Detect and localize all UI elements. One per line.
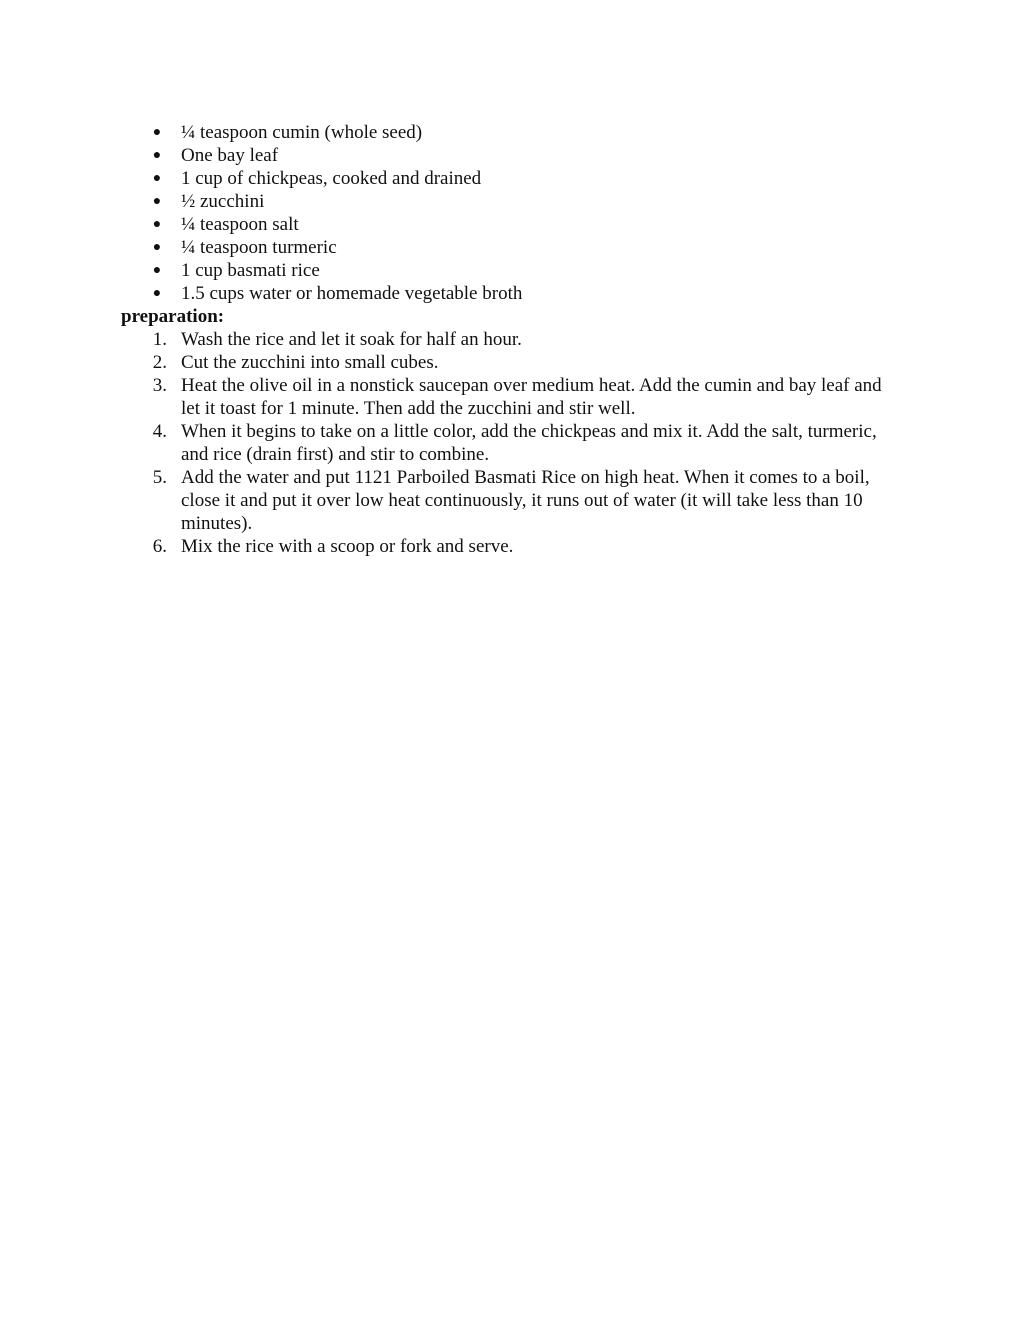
list-item [121,420,901,466]
ingredient-text: 1 cup basmati rice [181,260,320,281]
ingredient-text: ½ zucchini [181,191,265,212]
step-text: Add the water and put 1121 Parboiled Basmati Rice on high heat. When it comes to a boil, close it and put it over low heat continuously, it runs out of water (it will take less than 10 minutes). [181,467,870,534]
preparation-steps [121,328,901,558]
list-item [121,535,901,558]
bullet-icon: ● [152,125,162,140]
step-text: Wash the rice and let it soak for half an hour. [181,329,522,350]
list-item [121,374,901,420]
step-number: 3. [152,375,167,396]
bullet-icon: ● [152,194,162,209]
step-number: 4. [152,421,167,442]
ingredients-list [121,121,901,305]
step-number: 2. [152,352,167,373]
ingredient-text: ¼ teaspoon turmeric [181,237,337,258]
list-item [121,236,901,259]
bullet-icon: ● [152,217,162,232]
step-text: Heat the olive oil in a nonstick saucepan over medium heat. Add the cumin and bay leaf and let it toast for 1 minute. Then add the zucchini and stir well. [181,375,882,419]
list-item [121,282,901,305]
list-item [121,466,901,535]
ingredient-text: 1.5 cups water or homemade vegetable broth [181,283,523,304]
bullet-icon: ● [152,263,162,278]
ingredient-text: One bay leaf [181,145,279,166]
preparation-heading: preparation: [121,306,225,327]
list-item [121,144,901,167]
list-item [121,167,901,190]
ingredient-text: ¼ teaspoon salt [181,214,299,235]
step-text: Mix the rice with a scoop or fork and serve. [181,536,514,557]
step-text: When it begins to take on a little color, add the chickpeas and mix it. Add the salt, turmeric, and rice (drain first) and stir to combine. [181,421,877,465]
list-item [121,121,901,144]
ingredient-text: 1 cup of chickpeas, cooked and drained [181,168,482,189]
ingredient-text: ¼ teaspoon cumin (whole seed) [181,122,423,143]
bullet-icon: ● [152,240,162,255]
bullet-icon: ● [152,286,162,301]
list-item [121,351,901,374]
step-text: Cut the zucchini into small cubes. [181,352,439,373]
step-number: 6. [152,536,167,557]
list-item [121,328,901,351]
list-item [121,213,901,236]
step-number: 1. [152,329,167,350]
recipe-content [121,121,901,558]
list-item [121,190,901,213]
list-item [121,259,901,282]
step-number: 5. [152,467,167,488]
bullet-icon: ● [152,148,162,163]
bullet-icon: ● [152,171,162,186]
